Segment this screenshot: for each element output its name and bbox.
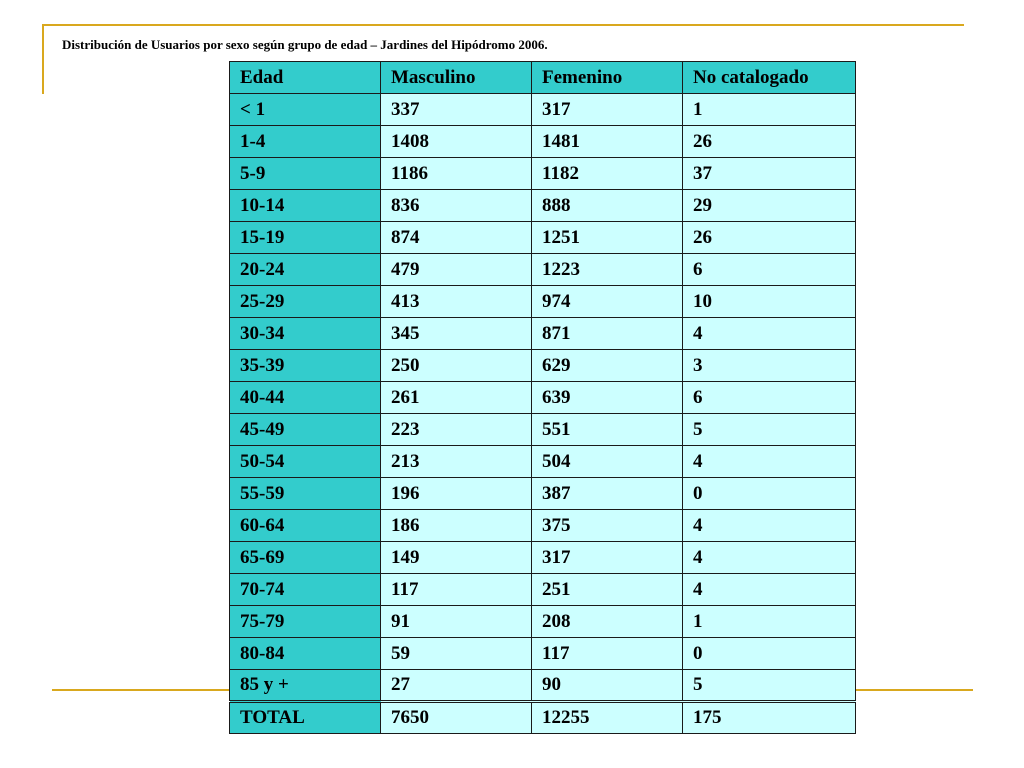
slide-title: Distribución de Usuarios por sexo según grupo de edad – Jardines del Hipódromo 2006. — [62, 37, 548, 52]
age-sex-distribution-table — [229, 61, 856, 734]
cell-no-catalogado: 0 — [683, 638, 856, 670]
cell-edad: 55-59 — [230, 478, 381, 510]
cell-femenino: 317 — [532, 94, 683, 126]
cell-no-catalogado: 1 — [683, 606, 856, 638]
cell-femenino: 1182 — [532, 158, 683, 190]
cell-masculino: 213 — [381, 446, 532, 478]
cell-femenino: 387 — [532, 478, 683, 510]
header-no-catalogado: No catalogado — [683, 62, 856, 94]
header-femenino: Femenino — [532, 62, 683, 94]
cell-edad: 20-24 — [230, 254, 381, 286]
cell-edad: 10-14 — [230, 190, 381, 222]
cell-edad: 30-34 — [230, 318, 381, 350]
cell-masculino: 836 — [381, 190, 532, 222]
cell-femenino: 12255 — [532, 702, 683, 734]
cell-femenino: 551 — [532, 414, 683, 446]
table-row — [230, 254, 856, 286]
left-accent-rule — [42, 24, 44, 94]
cell-masculino: 117 — [381, 574, 532, 606]
cell-masculino: 149 — [381, 542, 532, 574]
cell-masculino: 91 — [381, 606, 532, 638]
table-row — [230, 446, 856, 478]
cell-masculino: 1186 — [381, 158, 532, 190]
cell-femenino: 90 — [532, 670, 683, 702]
cell-edad: 25-29 — [230, 286, 381, 318]
cell-femenino: 251 — [532, 574, 683, 606]
cell-edad: 15-19 — [230, 222, 381, 254]
table-row — [230, 222, 856, 254]
header-masculino: Masculino — [381, 62, 532, 94]
cell-edad: 60-64 — [230, 510, 381, 542]
cell-masculino: 479 — [381, 254, 532, 286]
cell-no-catalogado: 29 — [683, 190, 856, 222]
cell-masculino: 186 — [381, 510, 532, 542]
cell-femenino: 639 — [532, 382, 683, 414]
cell-masculino: 7650 — [381, 702, 532, 734]
table-row — [230, 606, 856, 638]
cell-no-catalogado: 5 — [683, 414, 856, 446]
cell-masculino: 27 — [381, 670, 532, 702]
cell-no-catalogado: 37 — [683, 158, 856, 190]
cell-edad: TOTAL — [230, 702, 381, 734]
cell-femenino: 375 — [532, 510, 683, 542]
cell-no-catalogado: 26 — [683, 222, 856, 254]
table-body — [230, 62, 856, 734]
cell-no-catalogado: 0 — [683, 478, 856, 510]
cell-masculino: 413 — [381, 286, 532, 318]
table-row — [230, 638, 856, 670]
cell-edad: < 1 — [230, 94, 381, 126]
cell-edad: 40-44 — [230, 382, 381, 414]
cell-masculino: 337 — [381, 94, 532, 126]
table-total-row — [230, 702, 856, 734]
cell-masculino: 1408 — [381, 126, 532, 158]
cell-no-catalogado: 5 — [683, 670, 856, 702]
cell-edad: 65-69 — [230, 542, 381, 574]
cell-edad: 45-49 — [230, 414, 381, 446]
table-row — [230, 542, 856, 574]
cell-femenino: 629 — [532, 350, 683, 382]
cell-no-catalogado: 3 — [683, 350, 856, 382]
table-row — [230, 414, 856, 446]
table-row — [230, 286, 856, 318]
cell-edad: 1-4 — [230, 126, 381, 158]
table-row — [230, 158, 856, 190]
cell-femenino: 1481 — [532, 126, 683, 158]
table-header-row — [230, 62, 856, 94]
cell-femenino: 888 — [532, 190, 683, 222]
cell-femenino: 317 — [532, 542, 683, 574]
table-row — [230, 190, 856, 222]
cell-masculino: 223 — [381, 414, 532, 446]
table-row — [230, 478, 856, 510]
cell-no-catalogado: 6 — [683, 382, 856, 414]
cell-masculino: 345 — [381, 318, 532, 350]
cell-no-catalogado: 1 — [683, 94, 856, 126]
cell-edad: 70-74 — [230, 574, 381, 606]
cell-edad: 50-54 — [230, 446, 381, 478]
table-row — [230, 350, 856, 382]
cell-masculino: 59 — [381, 638, 532, 670]
cell-no-catalogado: 4 — [683, 542, 856, 574]
cell-femenino: 974 — [532, 286, 683, 318]
cell-edad: 75-79 — [230, 606, 381, 638]
top-accent-rule — [42, 24, 964, 26]
cell-no-catalogado: 4 — [683, 574, 856, 606]
cell-masculino: 196 — [381, 478, 532, 510]
cell-no-catalogado: 26 — [683, 126, 856, 158]
cell-femenino: 208 — [532, 606, 683, 638]
table-row — [230, 510, 856, 542]
cell-femenino: 1223 — [532, 254, 683, 286]
cell-no-catalogado: 4 — [683, 446, 856, 478]
cell-masculino: 874 — [381, 222, 532, 254]
cell-no-catalogado: 10 — [683, 286, 856, 318]
cell-masculino: 250 — [381, 350, 532, 382]
table-row — [230, 670, 856, 702]
cell-no-catalogado: 4 — [683, 318, 856, 350]
cell-femenino: 1251 — [532, 222, 683, 254]
cell-no-catalogado: 175 — [683, 702, 856, 734]
table-row — [230, 126, 856, 158]
table-row — [230, 382, 856, 414]
table-row — [230, 574, 856, 606]
cell-edad: 35-39 — [230, 350, 381, 382]
cell-edad: 80-84 — [230, 638, 381, 670]
header-edad: Edad — [230, 62, 381, 94]
cell-femenino: 117 — [532, 638, 683, 670]
cell-masculino: 261 — [381, 382, 532, 414]
cell-edad: 85 y + — [230, 670, 381, 702]
cell-no-catalogado: 4 — [683, 510, 856, 542]
cell-edad: 5-9 — [230, 158, 381, 190]
cell-no-catalogado: 6 — [683, 254, 856, 286]
cell-femenino: 504 — [532, 446, 683, 478]
table-row — [230, 94, 856, 126]
table-row — [230, 318, 856, 350]
cell-femenino: 871 — [532, 318, 683, 350]
